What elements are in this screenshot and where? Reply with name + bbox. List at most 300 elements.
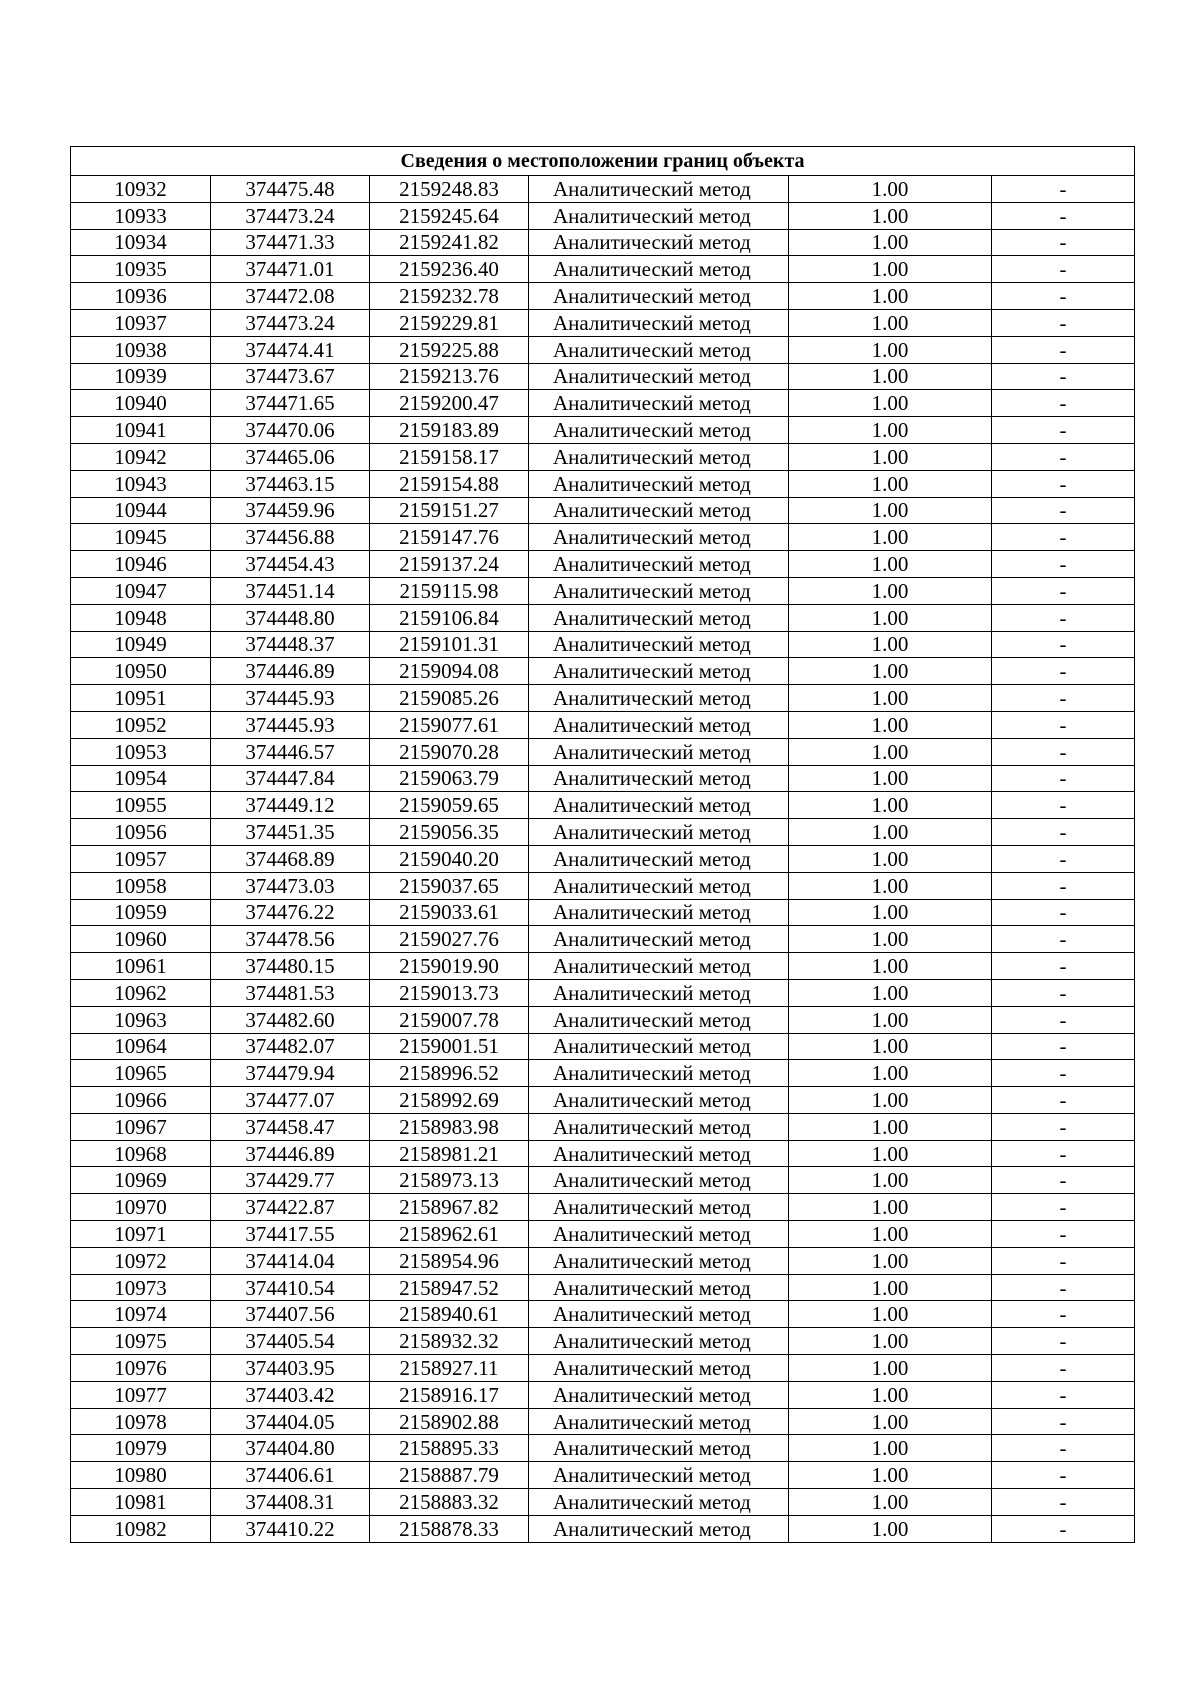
description-cell: -	[992, 256, 1135, 283]
x-coordinate-cell: 374403.95	[211, 1355, 370, 1382]
x-coordinate-cell: 374482.60	[211, 1006, 370, 1033]
point-number-cell: 10956	[71, 819, 211, 846]
accuracy-cell: 1.00	[789, 1247, 992, 1274]
x-coordinate-cell: 374422.87	[211, 1194, 370, 1221]
method-cell: Аналитический метод	[529, 176, 789, 203]
x-coordinate-cell: 374477.07	[211, 1087, 370, 1114]
point-number-cell: 10973	[71, 1274, 211, 1301]
description-cell: -	[992, 953, 1135, 980]
method-cell: Аналитический метод	[529, 1060, 789, 1087]
y-coordinate-cell: 2159241.82	[370, 229, 529, 256]
table-row	[71, 1060, 1135, 1087]
point-number-cell: 10935	[71, 256, 211, 283]
point-number-cell: 10963	[71, 1006, 211, 1033]
point-number-cell: 10939	[71, 363, 211, 390]
y-coordinate-cell: 2158895.33	[370, 1435, 529, 1462]
method-cell: Аналитический метод	[529, 1006, 789, 1033]
method-cell: Аналитический метод	[529, 1489, 789, 1516]
method-cell: Аналитический метод	[529, 685, 789, 712]
table-row	[71, 176, 1135, 203]
method-cell: Аналитический метод	[529, 202, 789, 229]
y-coordinate-cell: 2158883.32	[370, 1489, 529, 1516]
point-number-cell: 10970	[71, 1194, 211, 1221]
accuracy-cell: 1.00	[789, 417, 992, 444]
y-coordinate-cell: 2158902.88	[370, 1408, 529, 1435]
point-number-cell: 10966	[71, 1087, 211, 1114]
table-row	[71, 256, 1135, 283]
table-row	[71, 443, 1135, 470]
y-coordinate-cell: 2159027.76	[370, 926, 529, 953]
description-cell: -	[992, 845, 1135, 872]
accuracy-cell: 1.00	[789, 899, 992, 926]
description-cell: -	[992, 390, 1135, 417]
table-row	[71, 1515, 1135, 1542]
y-coordinate-cell: 2159151.27	[370, 497, 529, 524]
description-cell: -	[992, 1515, 1135, 1542]
point-number-cell: 10964	[71, 1033, 211, 1060]
x-coordinate-cell: 374446.57	[211, 738, 370, 765]
point-number-cell: 10951	[71, 685, 211, 712]
y-coordinate-cell: 2159229.81	[370, 309, 529, 336]
x-coordinate-cell: 374445.93	[211, 711, 370, 738]
method-cell: Аналитический метод	[529, 470, 789, 497]
y-coordinate-cell: 2159101.31	[370, 631, 529, 658]
x-coordinate-cell: 374459.96	[211, 497, 370, 524]
point-number-cell: 10967	[71, 1113, 211, 1140]
table-row	[71, 309, 1135, 336]
x-coordinate-cell: 374429.77	[211, 1167, 370, 1194]
x-coordinate-cell: 374410.54	[211, 1274, 370, 1301]
y-coordinate-cell: 2158932.32	[370, 1328, 529, 1355]
point-number-cell: 10932	[71, 176, 211, 203]
description-cell: -	[992, 470, 1135, 497]
y-coordinate-cell: 2158996.52	[370, 1060, 529, 1087]
y-coordinate-cell: 2159137.24	[370, 551, 529, 578]
accuracy-cell: 1.00	[789, 1060, 992, 1087]
x-coordinate-cell: 374465.06	[211, 443, 370, 470]
x-coordinate-cell: 374404.05	[211, 1408, 370, 1435]
y-coordinate-cell: 2159033.61	[370, 899, 529, 926]
table-row	[71, 390, 1135, 417]
method-cell: Аналитический метод	[529, 1381, 789, 1408]
accuracy-cell: 1.00	[789, 1033, 992, 1060]
description-cell: -	[992, 1355, 1135, 1382]
method-cell: Аналитический метод	[529, 1462, 789, 1489]
description-cell: -	[992, 577, 1135, 604]
x-coordinate-cell: 374468.89	[211, 845, 370, 872]
y-coordinate-cell: 2158967.82	[370, 1194, 529, 1221]
accuracy-cell: 1.00	[789, 845, 992, 872]
x-coordinate-cell: 374404.80	[211, 1435, 370, 1462]
description-cell: -	[992, 1435, 1135, 1462]
table-row	[71, 926, 1135, 953]
method-cell: Аналитический метод	[529, 551, 789, 578]
accuracy-cell: 1.00	[789, 953, 992, 980]
x-coordinate-cell: 374451.35	[211, 819, 370, 846]
table-row	[71, 872, 1135, 899]
y-coordinate-cell: 2158887.79	[370, 1462, 529, 1489]
method-cell: Аналитический метод	[529, 336, 789, 363]
point-number-cell: 10982	[71, 1515, 211, 1542]
accuracy-cell: 1.00	[789, 738, 992, 765]
y-coordinate-cell: 2158947.52	[370, 1274, 529, 1301]
x-coordinate-cell: 374407.56	[211, 1301, 370, 1328]
x-coordinate-cell: 374410.22	[211, 1515, 370, 1542]
description-cell: -	[992, 899, 1135, 926]
y-coordinate-cell: 2159037.65	[370, 872, 529, 899]
accuracy-cell: 1.00	[789, 577, 992, 604]
point-number-cell: 10975	[71, 1328, 211, 1355]
table-row	[71, 1221, 1135, 1248]
table-row	[71, 1328, 1135, 1355]
point-number-cell: 10977	[71, 1381, 211, 1408]
method-cell: Аналитический метод	[529, 658, 789, 685]
description-cell: -	[992, 309, 1135, 336]
point-number-cell: 10968	[71, 1140, 211, 1167]
accuracy-cell: 1.00	[789, 1140, 992, 1167]
accuracy-cell: 1.00	[789, 1087, 992, 1114]
description-cell: -	[992, 283, 1135, 310]
point-number-cell: 10942	[71, 443, 211, 470]
x-coordinate-cell: 374472.08	[211, 283, 370, 310]
point-number-cell: 10961	[71, 953, 211, 980]
method-cell: Аналитический метод	[529, 899, 789, 926]
point-number-cell: 10969	[71, 1167, 211, 1194]
point-number-cell: 10957	[71, 845, 211, 872]
accuracy-cell: 1.00	[789, 202, 992, 229]
point-number-cell: 10954	[71, 765, 211, 792]
table-row	[71, 202, 1135, 229]
point-number-cell: 10953	[71, 738, 211, 765]
point-number-cell: 10940	[71, 390, 211, 417]
table-row	[71, 336, 1135, 363]
y-coordinate-cell: 2159001.51	[370, 1033, 529, 1060]
method-cell: Аналитический метод	[529, 1033, 789, 1060]
y-coordinate-cell: 2159094.08	[370, 658, 529, 685]
table-body	[71, 147, 1135, 1543]
description-cell: -	[992, 979, 1135, 1006]
accuracy-cell: 1.00	[789, 176, 992, 203]
accuracy-cell: 1.00	[789, 1515, 992, 1542]
y-coordinate-cell: 2159007.78	[370, 1006, 529, 1033]
table-row	[71, 685, 1135, 712]
accuracy-cell: 1.00	[789, 926, 992, 953]
point-number-cell: 10979	[71, 1435, 211, 1462]
description-cell: -	[992, 363, 1135, 390]
method-cell: Аналитический метод	[529, 1274, 789, 1301]
table-row	[71, 417, 1135, 444]
method-cell: Аналитический метод	[529, 390, 789, 417]
table-row	[71, 1462, 1135, 1489]
point-number-cell: 10949	[71, 631, 211, 658]
description-cell: -	[992, 926, 1135, 953]
point-number-cell: 10958	[71, 872, 211, 899]
y-coordinate-cell: 2159077.61	[370, 711, 529, 738]
x-coordinate-cell: 374405.54	[211, 1328, 370, 1355]
y-coordinate-cell: 2158927.11	[370, 1355, 529, 1382]
table-row	[71, 792, 1135, 819]
x-coordinate-cell: 374448.80	[211, 604, 370, 631]
y-coordinate-cell: 2159040.20	[370, 845, 529, 872]
accuracy-cell: 1.00	[789, 1435, 992, 1462]
x-coordinate-cell: 374448.37	[211, 631, 370, 658]
method-cell: Аналитический метод	[529, 819, 789, 846]
method-cell: Аналитический метод	[529, 363, 789, 390]
table-row	[71, 1087, 1135, 1114]
y-coordinate-cell: 2158940.61	[370, 1301, 529, 1328]
y-coordinate-cell: 2158962.61	[370, 1221, 529, 1248]
description-cell: -	[992, 792, 1135, 819]
description-cell: -	[992, 497, 1135, 524]
x-coordinate-cell: 374449.12	[211, 792, 370, 819]
table-row	[71, 1113, 1135, 1140]
description-cell: -	[992, 1247, 1135, 1274]
accuracy-cell: 1.00	[789, 872, 992, 899]
x-coordinate-cell: 374476.22	[211, 899, 370, 926]
point-number-cell: 10946	[71, 551, 211, 578]
y-coordinate-cell: 2159115.98	[370, 577, 529, 604]
description-cell: -	[992, 1194, 1135, 1221]
table-row	[71, 1033, 1135, 1060]
method-cell: Аналитический метод	[529, 497, 789, 524]
y-coordinate-cell: 2158916.17	[370, 1381, 529, 1408]
point-number-cell: 10938	[71, 336, 211, 363]
accuracy-cell: 1.00	[789, 1221, 992, 1248]
accuracy-cell: 1.00	[789, 979, 992, 1006]
point-number-cell: 10950	[71, 658, 211, 685]
accuracy-cell: 1.00	[789, 792, 992, 819]
x-coordinate-cell: 374414.04	[211, 1247, 370, 1274]
method-cell: Аналитический метод	[529, 417, 789, 444]
accuracy-cell: 1.00	[789, 631, 992, 658]
y-coordinate-cell: 2159245.64	[370, 202, 529, 229]
method-cell: Аналитический метод	[529, 845, 789, 872]
description-cell: -	[992, 1328, 1135, 1355]
method-cell: Аналитический метод	[529, 1113, 789, 1140]
table-row	[71, 631, 1135, 658]
table-row	[71, 953, 1135, 980]
accuracy-cell: 1.00	[789, 390, 992, 417]
method-cell: Аналитический метод	[529, 1221, 789, 1248]
point-number-cell: 10980	[71, 1462, 211, 1489]
description-cell: -	[992, 738, 1135, 765]
point-number-cell: 10952	[71, 711, 211, 738]
table-row	[71, 1247, 1135, 1274]
x-coordinate-cell: 374417.55	[211, 1221, 370, 1248]
y-coordinate-cell: 2159059.65	[370, 792, 529, 819]
method-cell: Аналитический метод	[529, 1301, 789, 1328]
y-coordinate-cell: 2159213.76	[370, 363, 529, 390]
point-number-cell: 10965	[71, 1060, 211, 1087]
x-coordinate-cell: 374471.01	[211, 256, 370, 283]
method-cell: Аналитический метод	[529, 1515, 789, 1542]
x-coordinate-cell: 374446.89	[211, 1140, 370, 1167]
table-row	[71, 1140, 1135, 1167]
method-cell: Аналитический метод	[529, 309, 789, 336]
method-cell: Аналитический метод	[529, 229, 789, 256]
y-coordinate-cell: 2158992.69	[370, 1087, 529, 1114]
accuracy-cell: 1.00	[789, 283, 992, 310]
method-cell: Аналитический метод	[529, 1167, 789, 1194]
accuracy-cell: 1.00	[789, 765, 992, 792]
description-cell: -	[992, 176, 1135, 203]
method-cell: Аналитический метод	[529, 711, 789, 738]
accuracy-cell: 1.00	[789, 524, 992, 551]
point-number-cell: 10944	[71, 497, 211, 524]
method-cell: Аналитический метод	[529, 283, 789, 310]
description-cell: -	[992, 1140, 1135, 1167]
accuracy-cell: 1.00	[789, 1301, 992, 1328]
x-coordinate-cell: 374471.33	[211, 229, 370, 256]
x-coordinate-cell: 374481.53	[211, 979, 370, 1006]
accuracy-cell: 1.00	[789, 1328, 992, 1355]
x-coordinate-cell: 374480.15	[211, 953, 370, 980]
accuracy-cell: 1.00	[789, 497, 992, 524]
method-cell: Аналитический метод	[529, 1194, 789, 1221]
accuracy-cell: 1.00	[789, 1194, 992, 1221]
table-row	[71, 738, 1135, 765]
table-row	[71, 711, 1135, 738]
table-row	[71, 1006, 1135, 1033]
y-coordinate-cell: 2159056.35	[370, 819, 529, 846]
table-row	[71, 845, 1135, 872]
point-number-cell: 10962	[71, 979, 211, 1006]
method-cell: Аналитический метод	[529, 979, 789, 1006]
method-cell: Аналитический метод	[529, 1408, 789, 1435]
description-cell: -	[992, 1221, 1135, 1248]
description-cell: -	[992, 1462, 1135, 1489]
x-coordinate-cell: 374408.31	[211, 1489, 370, 1516]
point-number-cell: 10947	[71, 577, 211, 604]
accuracy-cell: 1.00	[789, 604, 992, 631]
point-number-cell: 10937	[71, 309, 211, 336]
point-number-cell: 10981	[71, 1489, 211, 1516]
accuracy-cell: 1.00	[789, 1408, 992, 1435]
description-cell: -	[992, 631, 1135, 658]
description-cell: -	[992, 202, 1135, 229]
table-row	[71, 1274, 1135, 1301]
y-coordinate-cell: 2159070.28	[370, 738, 529, 765]
table-row	[71, 658, 1135, 685]
table-title-row	[71, 147, 1135, 176]
description-cell: -	[992, 443, 1135, 470]
x-coordinate-cell: 374475.48	[211, 176, 370, 203]
point-number-cell: 10943	[71, 470, 211, 497]
x-coordinate-cell: 374471.65	[211, 390, 370, 417]
table-row	[71, 283, 1135, 310]
point-number-cell: 10960	[71, 926, 211, 953]
table-row	[71, 1355, 1135, 1382]
accuracy-cell: 1.00	[789, 819, 992, 846]
method-cell: Аналитический метод	[529, 1247, 789, 1274]
y-coordinate-cell: 2159200.47	[370, 390, 529, 417]
accuracy-cell: 1.00	[789, 470, 992, 497]
description-cell: -	[992, 658, 1135, 685]
table-row	[71, 604, 1135, 631]
method-cell: Аналитический метод	[529, 792, 789, 819]
description-cell: -	[992, 1033, 1135, 1060]
method-cell: Аналитический метод	[529, 604, 789, 631]
method-cell: Аналитический метод	[529, 524, 789, 551]
point-number-cell: 10971	[71, 1221, 211, 1248]
y-coordinate-cell: 2159147.76	[370, 524, 529, 551]
x-coordinate-cell: 374463.15	[211, 470, 370, 497]
table-row	[71, 229, 1135, 256]
x-coordinate-cell: 374445.93	[211, 685, 370, 712]
accuracy-cell: 1.00	[789, 1489, 992, 1516]
y-coordinate-cell: 2159232.78	[370, 283, 529, 310]
accuracy-cell: 1.00	[789, 1006, 992, 1033]
table-row	[71, 1435, 1135, 1462]
y-coordinate-cell: 2159183.89	[370, 417, 529, 444]
y-coordinate-cell: 2159063.79	[370, 765, 529, 792]
table-row	[71, 551, 1135, 578]
point-number-cell: 10972	[71, 1247, 211, 1274]
table-row	[71, 1194, 1135, 1221]
accuracy-cell: 1.00	[789, 1355, 992, 1382]
x-coordinate-cell: 374447.84	[211, 765, 370, 792]
x-coordinate-cell: 374403.42	[211, 1381, 370, 1408]
accuracy-cell: 1.00	[789, 309, 992, 336]
accuracy-cell: 1.00	[789, 1113, 992, 1140]
accuracy-cell: 1.00	[789, 1167, 992, 1194]
accuracy-cell: 1.00	[789, 336, 992, 363]
method-cell: Аналитический метод	[529, 577, 789, 604]
x-coordinate-cell: 374479.94	[211, 1060, 370, 1087]
method-cell: Аналитический метод	[529, 256, 789, 283]
point-number-cell: 10974	[71, 1301, 211, 1328]
x-coordinate-cell: 374473.03	[211, 872, 370, 899]
table-row	[71, 577, 1135, 604]
point-number-cell: 10933	[71, 202, 211, 229]
accuracy-cell: 1.00	[789, 1381, 992, 1408]
accuracy-cell: 1.00	[789, 711, 992, 738]
x-coordinate-cell: 374473.24	[211, 202, 370, 229]
y-coordinate-cell: 2159013.73	[370, 979, 529, 1006]
description-cell: -	[992, 685, 1135, 712]
x-coordinate-cell: 374478.56	[211, 926, 370, 953]
y-coordinate-cell: 2159154.88	[370, 470, 529, 497]
table-row	[71, 470, 1135, 497]
table-row	[71, 497, 1135, 524]
x-coordinate-cell: 374458.47	[211, 1113, 370, 1140]
method-cell: Аналитический метод	[529, 1355, 789, 1382]
description-cell: -	[992, 1408, 1135, 1435]
y-coordinate-cell: 2159236.40	[370, 256, 529, 283]
description-cell: -	[992, 1006, 1135, 1033]
description-cell: -	[992, 1113, 1135, 1140]
table-row	[71, 1408, 1135, 1435]
point-number-cell: 10941	[71, 417, 211, 444]
x-coordinate-cell: 374406.61	[211, 1462, 370, 1489]
accuracy-cell: 1.00	[789, 1462, 992, 1489]
description-cell: -	[992, 1381, 1135, 1408]
y-coordinate-cell: 2158983.98	[370, 1113, 529, 1140]
point-number-cell: 10955	[71, 792, 211, 819]
description-cell: -	[992, 711, 1135, 738]
point-number-cell: 10936	[71, 283, 211, 310]
y-coordinate-cell: 2159085.26	[370, 685, 529, 712]
method-cell: Аналитический метод	[529, 738, 789, 765]
y-coordinate-cell: 2158954.96	[370, 1247, 529, 1274]
method-cell: Аналитический метод	[529, 953, 789, 980]
x-coordinate-cell: 374446.89	[211, 658, 370, 685]
accuracy-cell: 1.00	[789, 443, 992, 470]
x-coordinate-cell: 374451.14	[211, 577, 370, 604]
x-coordinate-cell: 374454.43	[211, 551, 370, 578]
description-cell: -	[992, 1489, 1135, 1516]
point-number-cell: 10976	[71, 1355, 211, 1382]
